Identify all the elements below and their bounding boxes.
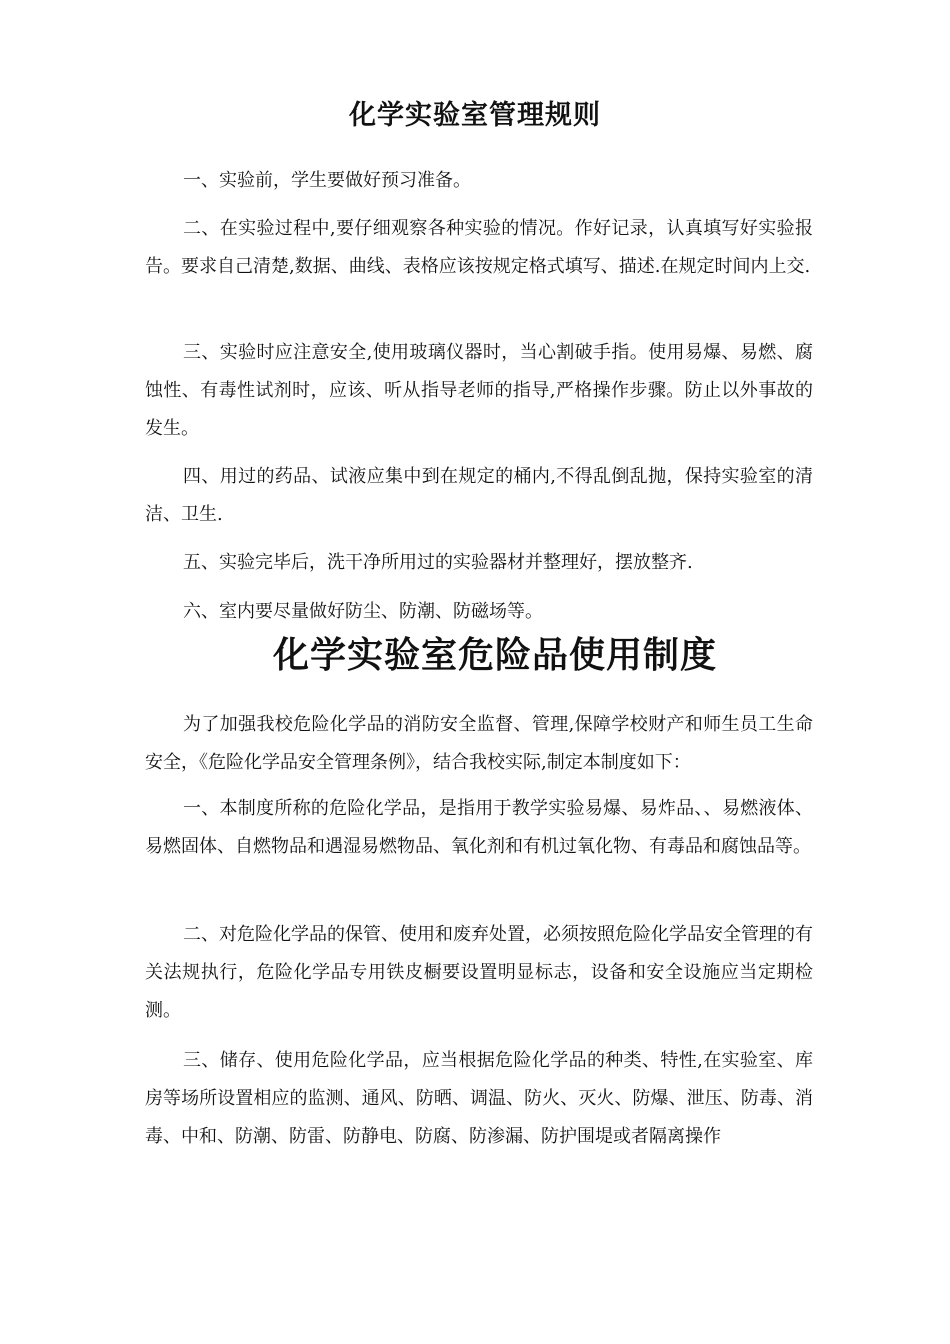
- article-2: 二、对危险化学品的保管、使用和废弃处置，必须按照危险化学品安全管理的有关法规执行，危险化学品专用铁皮橱要设置明显标志，设备和安全设施应当定期检测。: [145, 924, 813, 1021]
- rule-1: 一、实验前，学生要做好预习准备。: [183, 170, 471, 191]
- article-3: 三、储存、使用危险化学品，应当根据危险化学品的种类、特性,在实验室、库房等场所设置相应的监测、通风、防晒、调温、防火、灭火、防爆、泄压、防毒、消毒、中和、防潮、防雷、防静电、防腐、防渗漏、防护围堤或者隔离操作: [145, 1050, 813, 1147]
- rule-6: 六、室内要尽量做好防尘、防潮、防磁场等。: [183, 601, 543, 622]
- rule-3: 三、实验时应注意安全,使用玻璃仪器时，当心割破手指。使用易爆、易燃、腐蚀性、有毒性试剂时，应该、听从指导老师的指导,严格操作步骤。防止以外事故的发生。: [145, 342, 813, 439]
- rule-2: 二、在实验过程中,要仔细观察各种实验的情况。作好记录，认真填写好实验报告。要求自己清楚,数据、曲线、表格应该按规定格式填写、描述.在规定时间内上交.: [145, 218, 813, 277]
- policy-intro: 为了加强我校危险化学品的消防安全监督、管理,保障学校财产和师生员工生命安全，《危险化学品安全管理条例》，结合我校实际,制定本制度如下：: [145, 714, 813, 773]
- rule-4: 四、用过的药品、试液应集中到在规定的桶内,不得乱倒乱抛，保持实验室的清洁、卫生.: [145, 466, 813, 525]
- rule-5: 五、实验完毕后，洗干净所用过的实验器材并整理好，摆放整齐.: [183, 552, 693, 573]
- article-1: 一、本制度所称的危险化学品，是指用于教学实验易爆、易炸品、、易燃液体、易燃固体、自燃物品和遇湿易燃物品、氧化剂和有机过氧化物、有毒品和腐蚀品等。: [145, 798, 813, 857]
- title-lab-rules: 化学实验室管理规则: [349, 100, 601, 131]
- title-hazardous-policy: 化学实验室危险品使用制度: [272, 634, 717, 676]
